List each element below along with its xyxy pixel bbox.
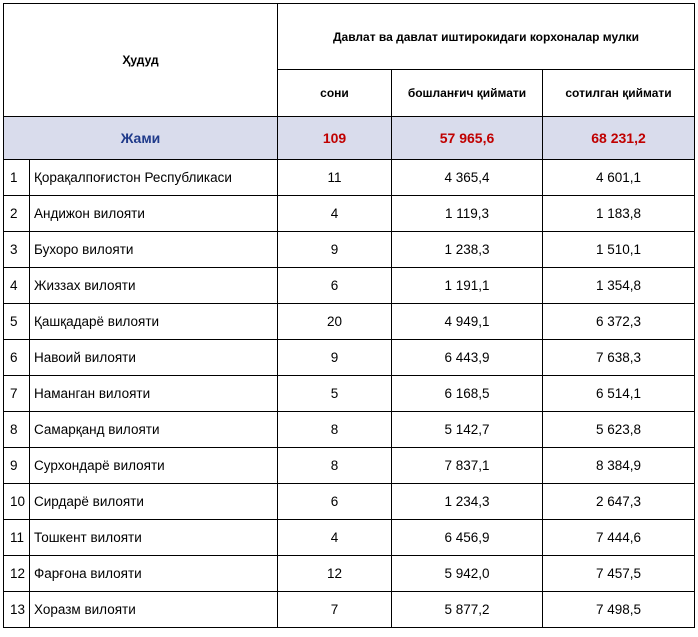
region-name: Қашқадарё вилояти [30,304,278,340]
initial-value-cell: 5 942,0 [392,556,543,592]
row-index: 10 [4,484,30,520]
sold-value-cell: 6 372,3 [543,304,695,340]
region-name: Наманган вилояти [30,376,278,412]
row-index: 9 [4,448,30,484]
row-index: 7 [4,376,30,412]
count-cell: 4 [278,520,392,556]
row-index: 12 [4,556,30,592]
region-name: Сирдарё вилояти [30,484,278,520]
region-name: Бухоро вилояти [30,232,278,268]
table-row [4,232,695,268]
ownership-group-header: Давлат ва давлат иштирокидаги корхоналар мулки [278,4,695,70]
total-row [4,117,695,160]
region-name: Қорақалпоғистон Республикаси [30,160,278,196]
property-sales-table [3,3,695,628]
count-cell: 9 [278,340,392,376]
sold-value-cell: 5 623,8 [543,412,695,448]
row-index: 3 [4,232,30,268]
table-row [4,304,695,340]
count-cell: 8 [278,448,392,484]
region-name: Жиззах вилояти [30,268,278,304]
table-row [4,376,695,412]
count-cell: 12 [278,556,392,592]
sold-value-header: сотилган қиймати [543,70,695,117]
sold-value-cell: 6 514,1 [543,376,695,412]
sold-value-cell: 1 354,8 [543,268,695,304]
initial-value-cell: 6 456,9 [392,520,543,556]
count-cell: 11 [278,160,392,196]
initial-value-cell: 5 877,2 [392,592,543,628]
table-row [4,520,695,556]
table-row [4,592,695,628]
sold-value-cell: 7 638,3 [543,340,695,376]
initial-value-cell: 4 949,1 [392,304,543,340]
row-index: 5 [4,304,30,340]
count-cell: 6 [278,484,392,520]
row-index: 11 [4,520,30,556]
region-name: Фарғона вилояти [30,556,278,592]
count-cell: 8 [278,412,392,448]
sold-value-cell: 8 384,9 [543,448,695,484]
region-header: Ҳудуд [4,4,278,117]
row-index: 13 [4,592,30,628]
count-cell: 9 [278,232,392,268]
table-row [4,340,695,376]
total-label: Жами [4,117,278,160]
initial-value-cell: 6 168,5 [392,376,543,412]
region-name: Тошкент вилояти [30,520,278,556]
initial-value-cell: 1 238,3 [392,232,543,268]
region-name: Андижон вилояти [30,196,278,232]
sold-value-cell: 2 647,3 [543,484,695,520]
row-index: 4 [4,268,30,304]
total-initial: 57 965,6 [392,117,543,160]
table-row [4,484,695,520]
count-cell: 7 [278,592,392,628]
initial-value-cell: 7 837,1 [392,448,543,484]
table-row [4,556,695,592]
row-index: 1 [4,160,30,196]
initial-value-cell: 6 443,9 [392,340,543,376]
table-row [4,412,695,448]
region-name: Сурхондарё вилояти [30,448,278,484]
total-sold: 68 231,2 [543,117,695,160]
initial-value-header: бошланғич қиймати [392,70,543,117]
table-row [4,448,695,484]
sold-value-cell: 7 498,5 [543,592,695,628]
sold-value-cell: 4 601,1 [543,160,695,196]
count-cell: 6 [278,268,392,304]
initial-value-cell: 1 119,3 [392,196,543,232]
row-index: 8 [4,412,30,448]
table-row [4,160,695,196]
sold-value-cell: 7 444,6 [543,520,695,556]
region-name: Навоий вилояти [30,340,278,376]
count-cell: 20 [278,304,392,340]
table-row [4,196,695,232]
table-row [4,268,695,304]
region-name: Хоразм вилояти [30,592,278,628]
sold-value-cell: 7 457,5 [543,556,695,592]
row-index: 2 [4,196,30,232]
initial-value-cell: 1 234,3 [392,484,543,520]
initial-value-cell: 5 142,7 [392,412,543,448]
initial-value-cell: 4 365,4 [392,160,543,196]
count-cell: 5 [278,376,392,412]
total-count: 109 [278,117,392,160]
initial-value-cell: 1 191,1 [392,268,543,304]
row-index: 6 [4,340,30,376]
region-name: Самарқанд вилояти [30,412,278,448]
count-header: сони [278,70,392,117]
sold-value-cell: 1 510,1 [543,232,695,268]
sold-value-cell: 1 183,8 [543,196,695,232]
count-cell: 4 [278,196,392,232]
